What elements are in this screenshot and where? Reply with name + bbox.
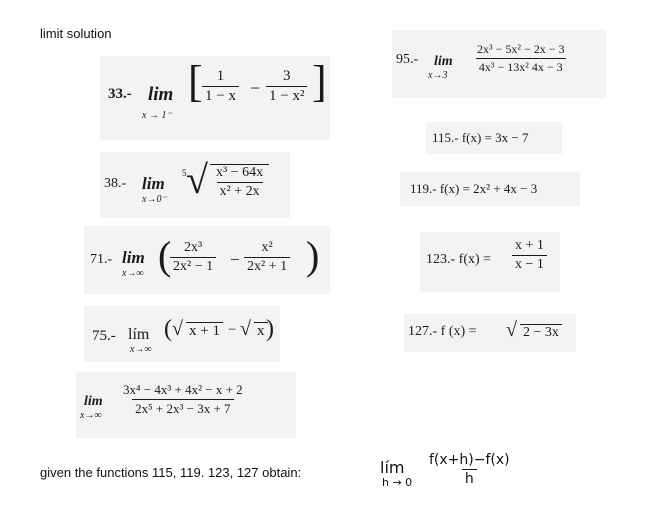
problem-75-radicand-2: x	[254, 322, 268, 340]
problem-33-num-1: 1	[216, 68, 225, 84]
problem-71-minus: −	[230, 250, 240, 269]
problem-33-den-2: 1 − x²	[266, 86, 307, 105]
problem-71-num-2: x²	[261, 240, 273, 255]
difference-quotient-lim: lím	[380, 458, 405, 477]
problem-71-limit-point: x→∞	[122, 268, 144, 279]
problem-71	[84, 226, 330, 294]
problem-33-right-bracket: ]	[312, 57, 327, 106]
function-127-label: 127.- f (x) =	[408, 324, 477, 339]
problem-33-num-2: 3	[282, 68, 291, 84]
problem-38-radicand	[210, 164, 269, 200]
problem-95	[392, 30, 606, 98]
problem-71-right-paren: )	[306, 233, 320, 278]
function-123	[420, 232, 560, 292]
problem-75-left-paren: (	[164, 316, 172, 342]
function-123-fraction	[512, 238, 547, 273]
problem-38-label: 38.-	[104, 176, 127, 191]
problem-38-root-sign: √	[186, 157, 208, 202]
problem-polynomial-fraction	[120, 382, 246, 417]
problem-33-fraction-1	[202, 68, 239, 105]
problem-75-radicand-1: x + 1	[186, 322, 223, 340]
function-115-text: 115.- f(x) = 3x − 7	[432, 130, 529, 145]
problem-polynomial-limit-point: x→∞	[80, 410, 102, 421]
difference-quotient-limit-point: h → 0	[382, 476, 413, 489]
problem-71-fraction-2	[244, 240, 290, 275]
problem-75-root-sign-2: √	[240, 318, 251, 340]
problem-75-root-sign-1: √	[172, 318, 183, 340]
problem-33-fraction-2	[266, 68, 307, 105]
problem-95-limit-point: x→3	[428, 70, 448, 81]
instruction-text: given the functions 115, 119. 123, 127 obtain:	[40, 465, 302, 480]
problem-71-fraction-1	[170, 240, 216, 275]
problem-38-limit-point: x→0⁻	[142, 194, 167, 205]
function-123-den: x − 1	[512, 255, 547, 273]
problem-33-den-1: 1 − x	[202, 86, 239, 105]
problem-71-lim: lim	[122, 248, 145, 267]
problem-38	[100, 152, 290, 218]
problem-71-den-2: 2x² + 1	[244, 257, 290, 275]
problem-polynomial-den: 2x⁵ + 2x³ − 3x + 7	[132, 399, 233, 417]
problem-75	[84, 306, 280, 362]
problem-71-num-1: 2x³	[183, 240, 203, 255]
problem-75-right-paren: )	[266, 316, 274, 342]
problem-71-label: 71.-	[90, 252, 113, 267]
difference-quotient-den: h	[462, 469, 477, 487]
difference-quotient	[380, 446, 580, 500]
problem-33-left-bracket: [	[188, 57, 203, 106]
problem-71-left-paren: (	[158, 233, 172, 278]
problem-polynomial	[76, 372, 296, 438]
problem-38-root-index: 5	[182, 168, 187, 178]
problem-75-lim: lím	[128, 326, 150, 343]
function-115	[426, 122, 562, 154]
function-123-num: x + 1	[515, 238, 544, 253]
problem-95-num: 2x³ − 5x² − 2x − 3	[477, 42, 565, 56]
problem-38-lim: lim	[142, 174, 165, 193]
problem-33-minus: −	[250, 78, 261, 98]
problem-75-minus: −	[228, 322, 237, 338]
problem-38-den: x² + 2x	[217, 182, 263, 200]
problem-38-num: x³ − 64x	[216, 165, 264, 180]
problem-33-limit-point: x → 1⁻	[142, 110, 172, 121]
function-127	[404, 314, 576, 352]
problem-33-label: 33.-	[108, 86, 132, 102]
problem-polynomial-num: 3x⁴ − 4x³ + 4x² − x + 2	[123, 382, 243, 397]
problem-71-den-1: 2x² − 1	[170, 257, 216, 275]
function-127-root-sign: √	[506, 319, 517, 341]
problem-75-label: 75.-	[92, 328, 116, 344]
difference-quotient-num: f(x+h)−f(x)	[429, 452, 510, 468]
problem-33	[100, 56, 330, 140]
function-119-text: 119.- f(x) = 2x² + 4x − 3	[410, 181, 538, 196]
problem-33-lim: lim	[148, 84, 174, 105]
function-123-label: 123.- f(x) =	[426, 252, 492, 267]
document-title: limit solution	[40, 26, 112, 41]
problem-polynomial-lim: lim	[84, 394, 103, 409]
problem-75-limit-point: x→∞	[130, 344, 152, 355]
problem-95-lim: lim	[434, 54, 453, 69]
problem-95-fraction	[474, 42, 568, 75]
problem-95-label: 95.-	[396, 52, 419, 67]
problem-95-den: 4x³ − 13x² 4x − 3	[476, 58, 566, 75]
function-127-radicand: 2 − 3x	[520, 324, 562, 341]
difference-quotient-fraction	[426, 452, 513, 487]
function-119	[400, 172, 580, 206]
